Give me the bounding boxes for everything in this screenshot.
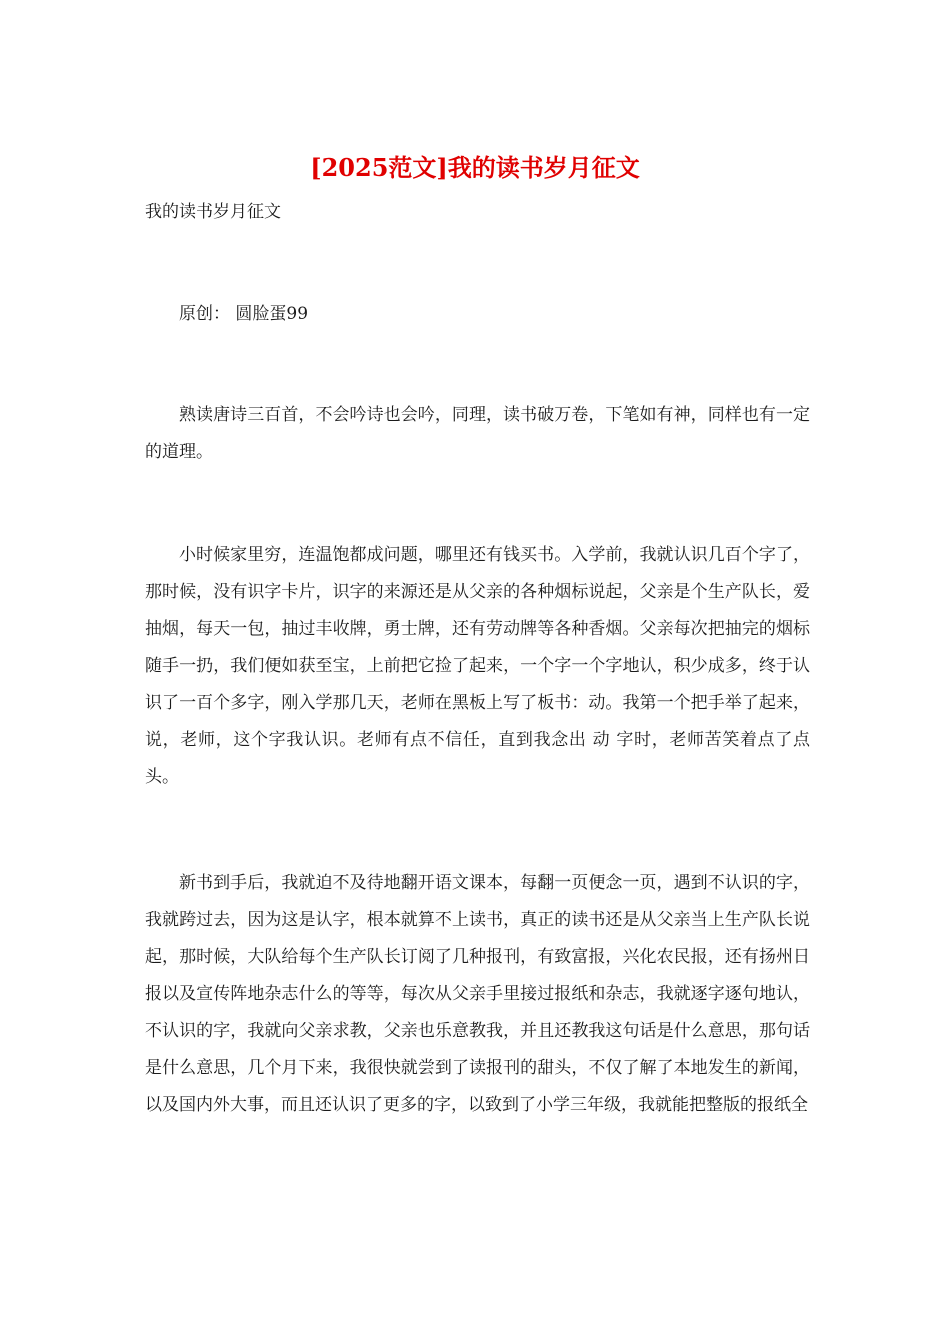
document-subtitle: 我的读书岁月征文 — [145, 202, 281, 222]
paragraph-3: 新书到手后，我就迫不及待地翻开语文课本，每翻一页便念一页，遇到不认识的字，我就跨过去，因为这是认字，根本就算不上读书，真正的读书还是从父亲当上生产队长说起，那时候，大队给每个生产队长订阅了几种报刊，有致富报，兴化农民报，还有扬州日报以及宣传阵地杂志什么的等等，每次从父亲手里接过报纸和杂志，我就逐字逐句地认，不认识的字，我就向父亲求教，父亲也乐意教我，并且还教我这句话是什么意思，那句话是什么意思，几个月下来，我很快就尝到了读报刊的甜头，不仅了解了本地发生的新闻，以及国内外大事，而且还认识了更多的字，以致到了小学三年级，我就能把整版的报纸全 — [145, 873, 810, 1115]
paragraph-2: 小时候家里穷，连温饱都成问题，哪里还有钱买书。入学前，我就认识几百个字了，那时候，没有识字卡片，识字的来源还是从父亲的各种烟标说起，父亲是个生产队长，爱抽烟，每天一包，抽过丰收牌，勇士牌，还有劳动牌等各种香烟。父亲每次把抽完的烟标随手一扔，我们便如获至宝，上前把它捡了起来，一个字一个字地认，积少成多，终于认识了一百个多字，刚入学那几天，老师在黑板上写了板书：动。我第一个把手举了起来，说，老师，这个字我认识。老师有点不信任，直到我念出 动 字时，老师苦笑着点了点头。 — [145, 545, 810, 787]
document-title: [2025范文]我的读书岁月征文 — [310, 153, 640, 182]
paragraph-1: 熟读唐诗三百首，不会吟诗也会吟，同理，读书破万卷，下笔如有神，同样也有一定的道理。 — [145, 405, 810, 462]
author-line: 原创： 圆脸蛋99 — [179, 304, 309, 324]
